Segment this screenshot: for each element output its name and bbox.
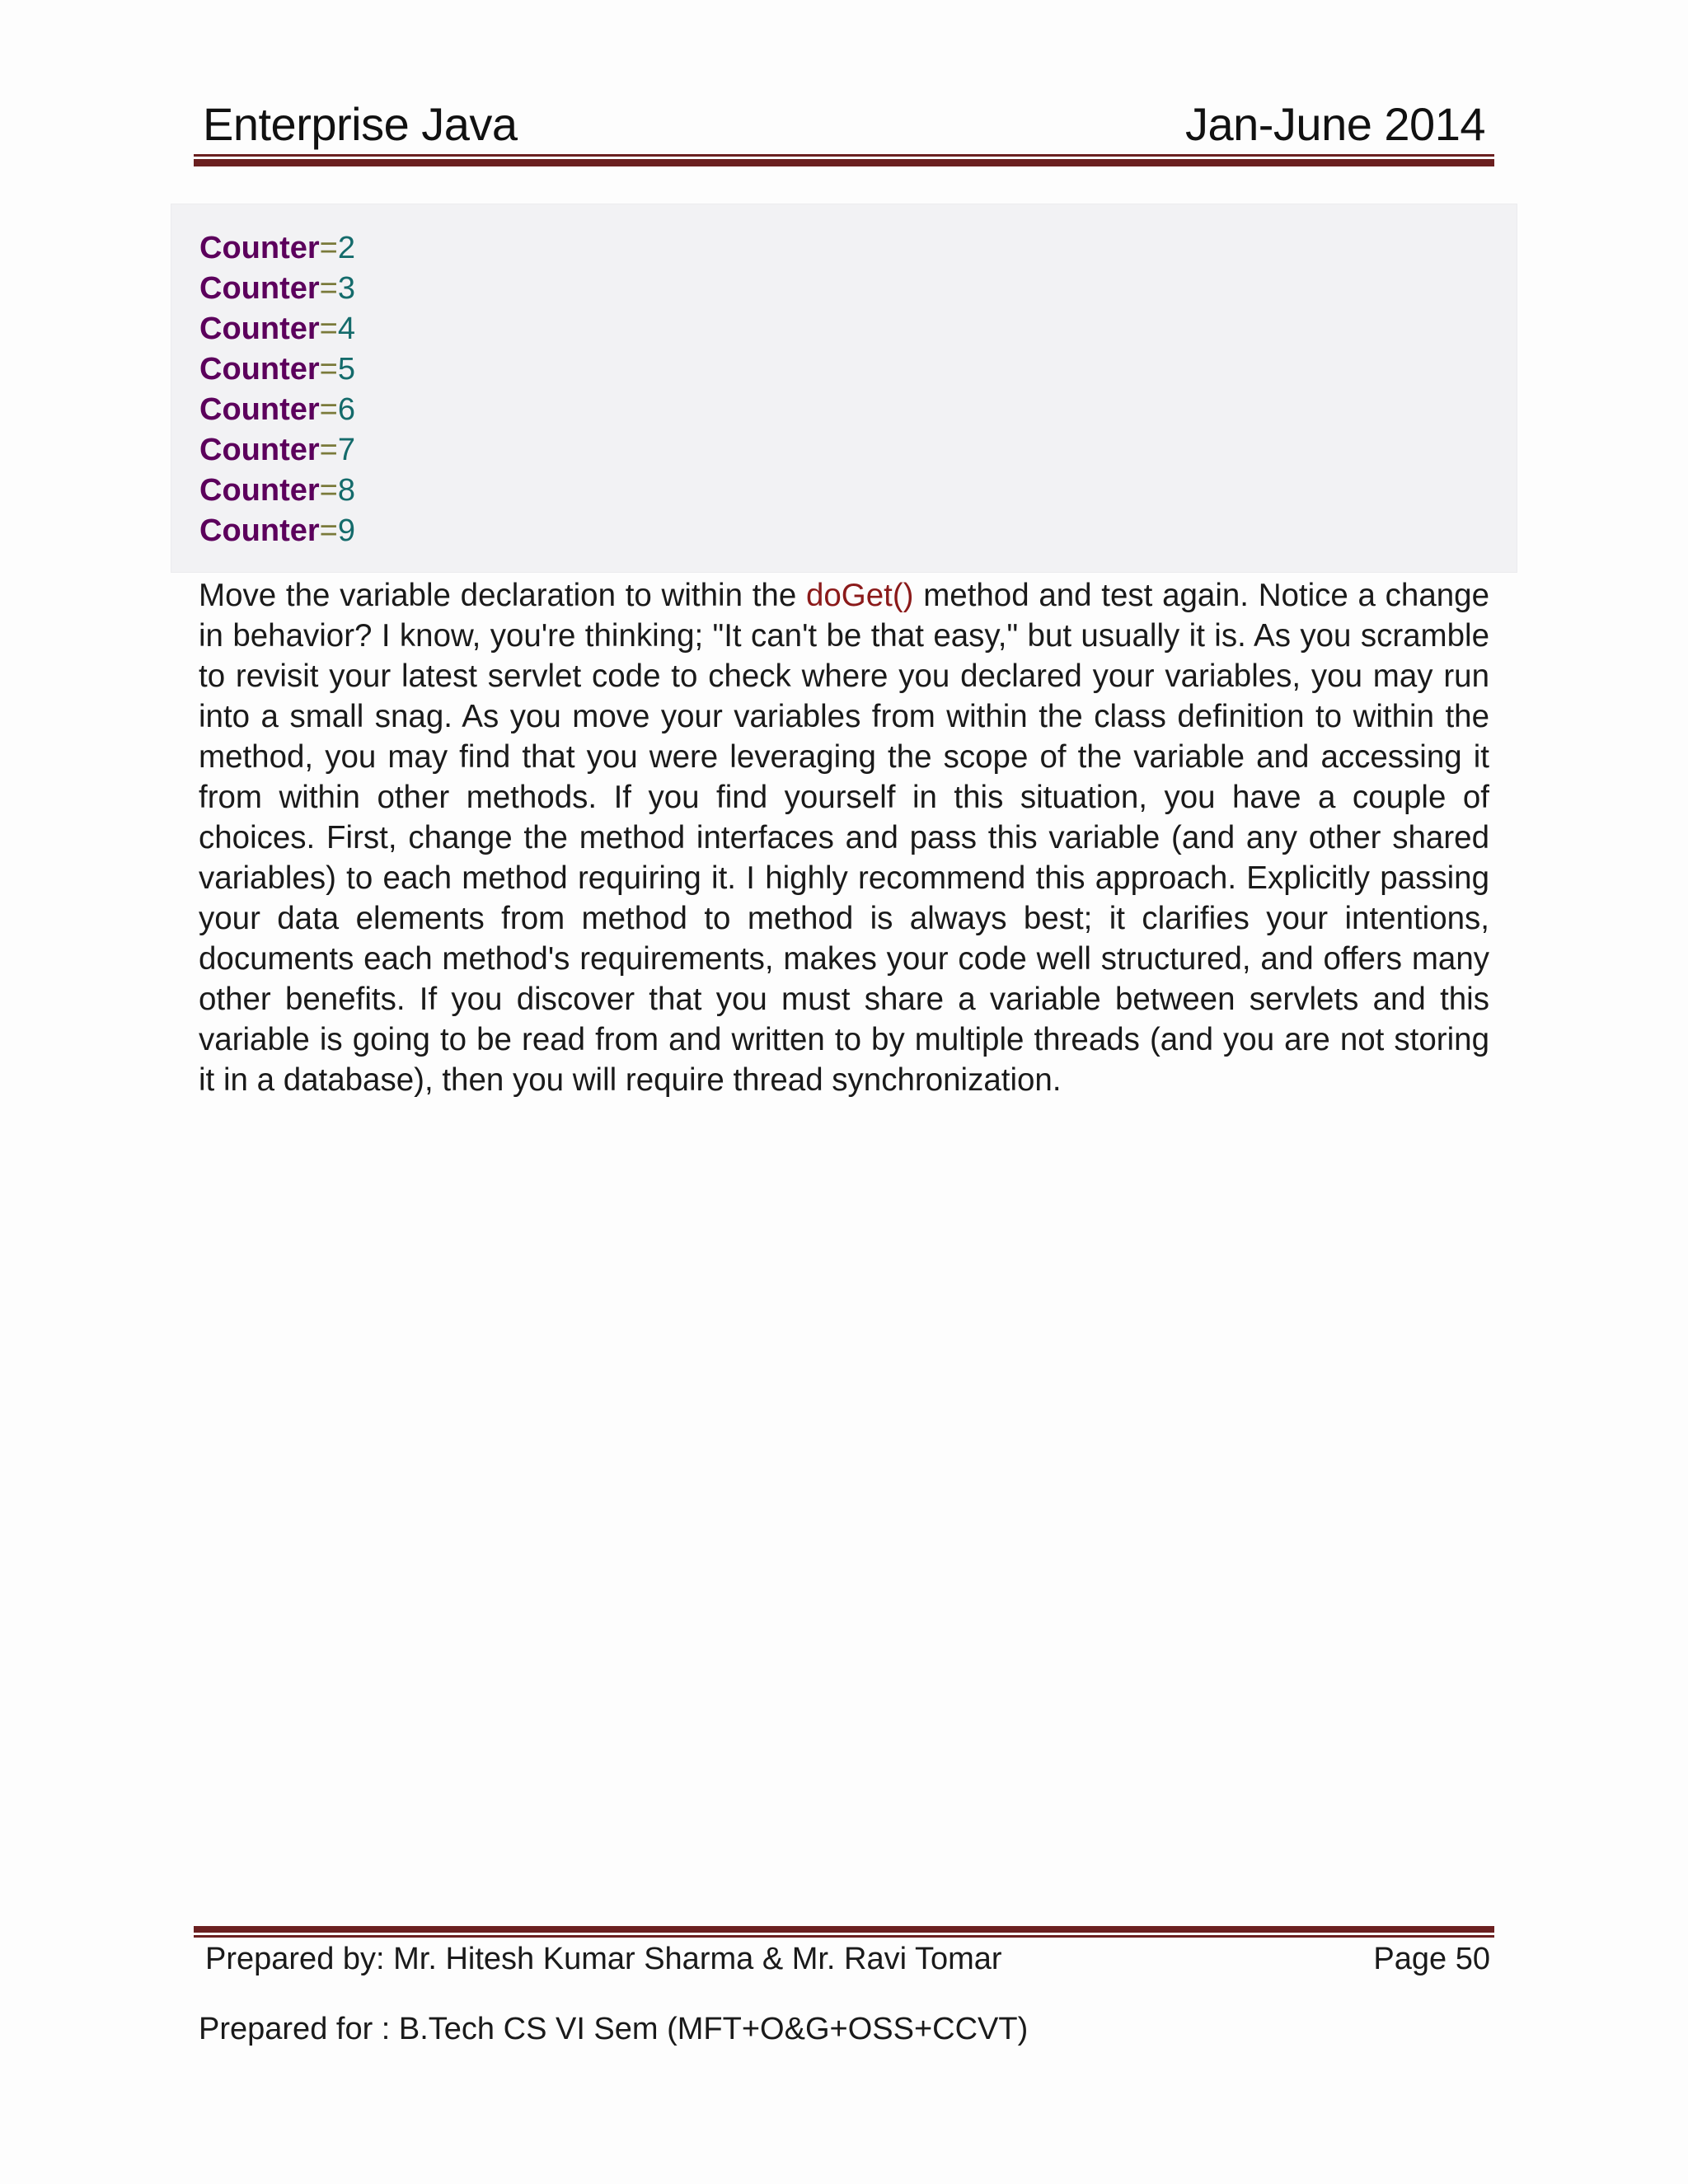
inline-code-doget: doGet() [805, 578, 914, 613]
code-line: Counter=3 [199, 271, 355, 306]
code-output-block [171, 204, 1517, 573]
code-line: Counter=4 [199, 312, 355, 346]
code-line: Counter=8 [199, 473, 355, 508]
footer-rule [194, 1926, 1494, 1938]
code-line: Counter=9 [199, 513, 355, 548]
document-title: Enterprise Java [203, 98, 518, 150]
code-line: Counter=2 [199, 231, 355, 265]
page-number: Page 50 [1373, 1942, 1490, 1976]
code-line: Counter=7 [199, 433, 355, 467]
footer-prepared-by: Prepared by: Mr. Hitesh Kumar Sharma & Mr. Ravi Tomar [205, 1942, 1002, 1976]
code-line: Counter=6 [199, 392, 355, 427]
code-line: Counter=5 [199, 352, 355, 387]
footer-prepared-for: Prepared for : B.Tech CS VI Sem (MFT+O&G+OSS+CCVT) [199, 2012, 1029, 2046]
body-paragraph: Move the variable declaration to within the doGet() method and test again. Notice a change in behavior? I know, you're thinking; "It can't be that easy," but usually it is. As you scramble to revisit your latest servlet code to check where you declared your variables, you may run into a small snag. As you move your variables from within the class definition to within the method, you may find that you were leveraging the scope of the variable and accessing it from within other methods. If you find yourself in this situation, you have a couple of choices. First, change the method interfaces and pass this variable (and any other shared variables) to each method requiring it. I highly recommend this approach. Explicitly passing your data elements from method to method is always best; it clarifies your intentions, documents each method's requirements, makes your code well structured, and offers many other benefits. If you discover that you must share a variable between servlets and this variable is going to be read from and written to by multiple threads (and you are not storing it in a database), then you will require thread synchronization. [199, 578, 1489, 1098]
header-rule [194, 154, 1494, 166]
document-date: Jan-June 2014 [1184, 98, 1485, 150]
page-header [203, 97, 1487, 155]
